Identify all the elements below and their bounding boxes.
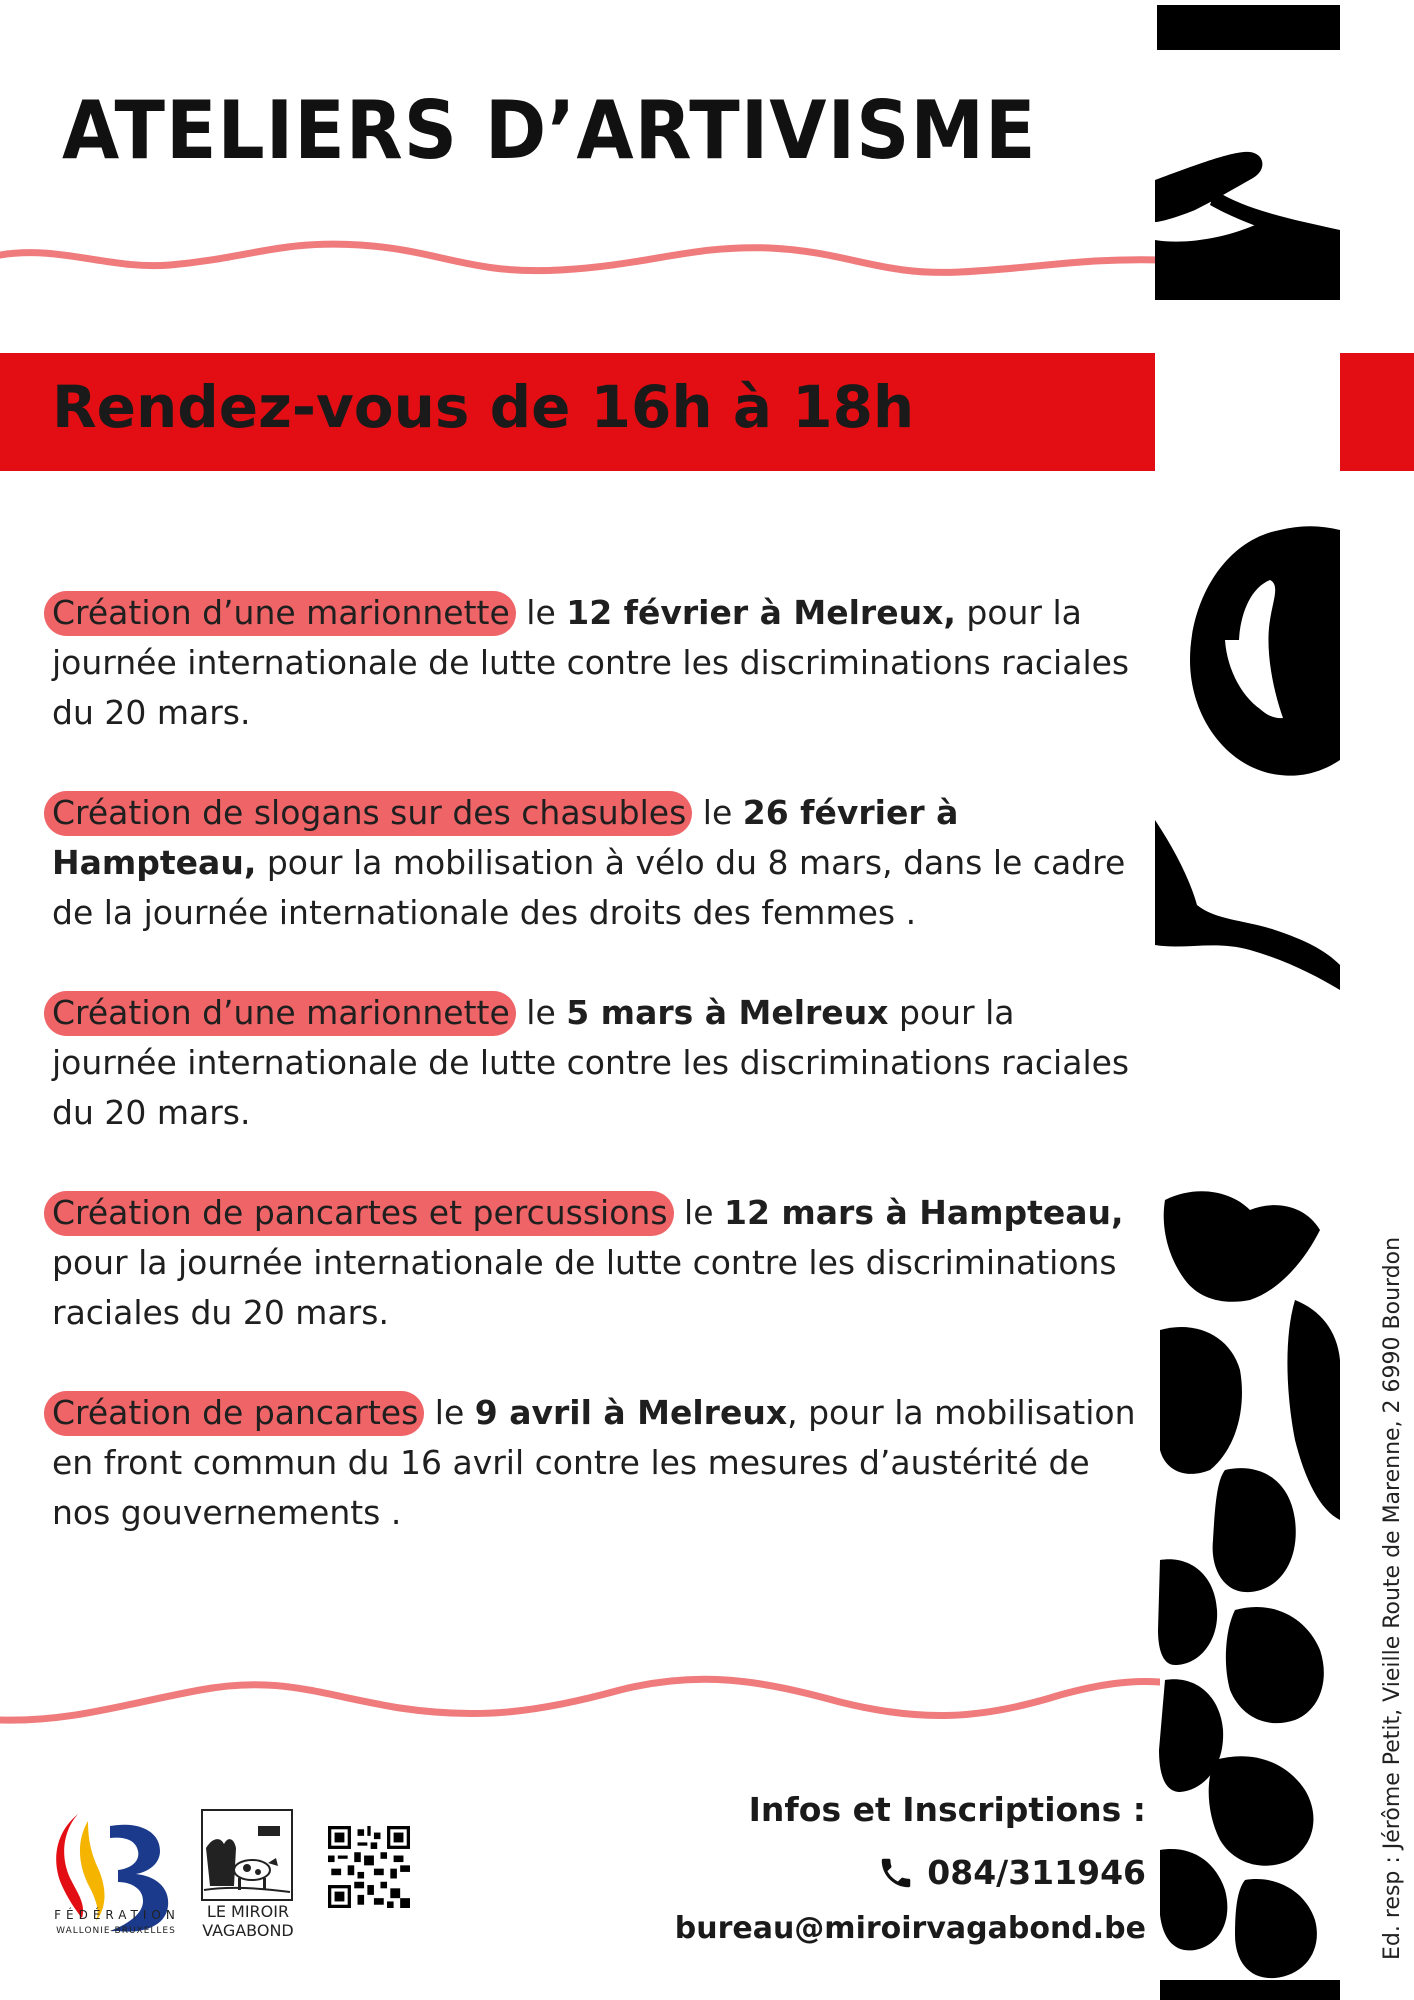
workshop-date-place: 26 février à Hampteau, [52,793,959,882]
workshop-connector: le [515,993,567,1032]
workshop-activity: Création de slogans sur des chasubles [44,791,692,836]
contact-phone[interactable]: 084/311946 [927,1853,1146,1892]
phone-icon [877,1854,915,1892]
miroir-vagabond-logo [200,1808,294,1902]
workshop-activity: Création de pancartes et percussions [44,1191,674,1236]
workshop-description: pour la journée internationale de lutte contre les discriminations raciales du 20 mars. [52,993,1130,1132]
workshop-item [52,788,1142,938]
workshop-date-place: 9 avril à Melreux [474,1393,788,1432]
time-banner-text: Rendez-vous de 16h à 18h [52,373,915,441]
workshop-item [52,1188,1142,1338]
workshop-description: pour la mobilisation à vélo du 8 mars, dans le cadre de la journée internationale des droits des femmes . [52,843,1126,932]
fwb-logo-subtext: WALLONIE-BRUXELLES [56,1926,176,1936]
workshop-item [52,988,1142,1138]
workshop-connector: le [424,1393,475,1432]
miroir-vagabond-logo-text [196,1902,300,1940]
workshop-description: pour la journée internationale de lutte contre les discriminations raciales du 20 mars. [52,593,1130,732]
time-banner-right-segment [1340,353,1414,471]
workshop-activity: Création de pancartes [44,1391,424,1436]
decorative-wave-top [0,210,1160,300]
workshop-activity: Création d’une marionnette [44,991,516,1036]
workshop-connector: le [692,793,743,832]
mv-logo-line1: LE MIROIR [206,1902,290,1921]
workshop-description: , pour la mobilisation en front commun du 16 avril contre les mesures d’austérité de nos gouvernements . [52,1393,1136,1532]
contact-phone-row [877,1853,1146,1892]
workshop-date-place: 12 février à Melreux, [566,593,956,632]
workshop-item [52,1388,1142,1538]
workshop-date-place: 5 mars à Melreux [566,993,889,1032]
workshop-connector: le [673,1193,724,1232]
contact-heading: Infos et Inscriptions : [748,1790,1146,1829]
editor-responsible-text: Ed. resp : Jérôme Petit, Vieille Route de Marenne, 2 6990 Bourdon [1380,1236,1405,1960]
qr-code[interactable] [328,1826,410,1908]
mv-logo-line2: VAGABOND [202,1921,294,1940]
decorative-ink-art [1155,0,1340,2000]
fwb-logo-text: FÉDÉRATION [54,1908,180,1922]
workshop-activity: Création d’une marionnette [44,591,516,636]
workshop-connector: le [515,593,567,632]
contact-email[interactable]: bureau@miroirvagabond.be [674,1911,1146,1946]
workshop-date-place: 12 mars à Hampteau, [723,1193,1124,1232]
workshop-description: pour la journée internationale de lutte contre les discriminations raciales du 20 mars. [52,1243,1117,1332]
decorative-wave-bottom [0,1650,1160,1740]
workshop-item [52,588,1142,738]
page-title: ATELIERS D’ARTIVISME [62,84,1037,178]
